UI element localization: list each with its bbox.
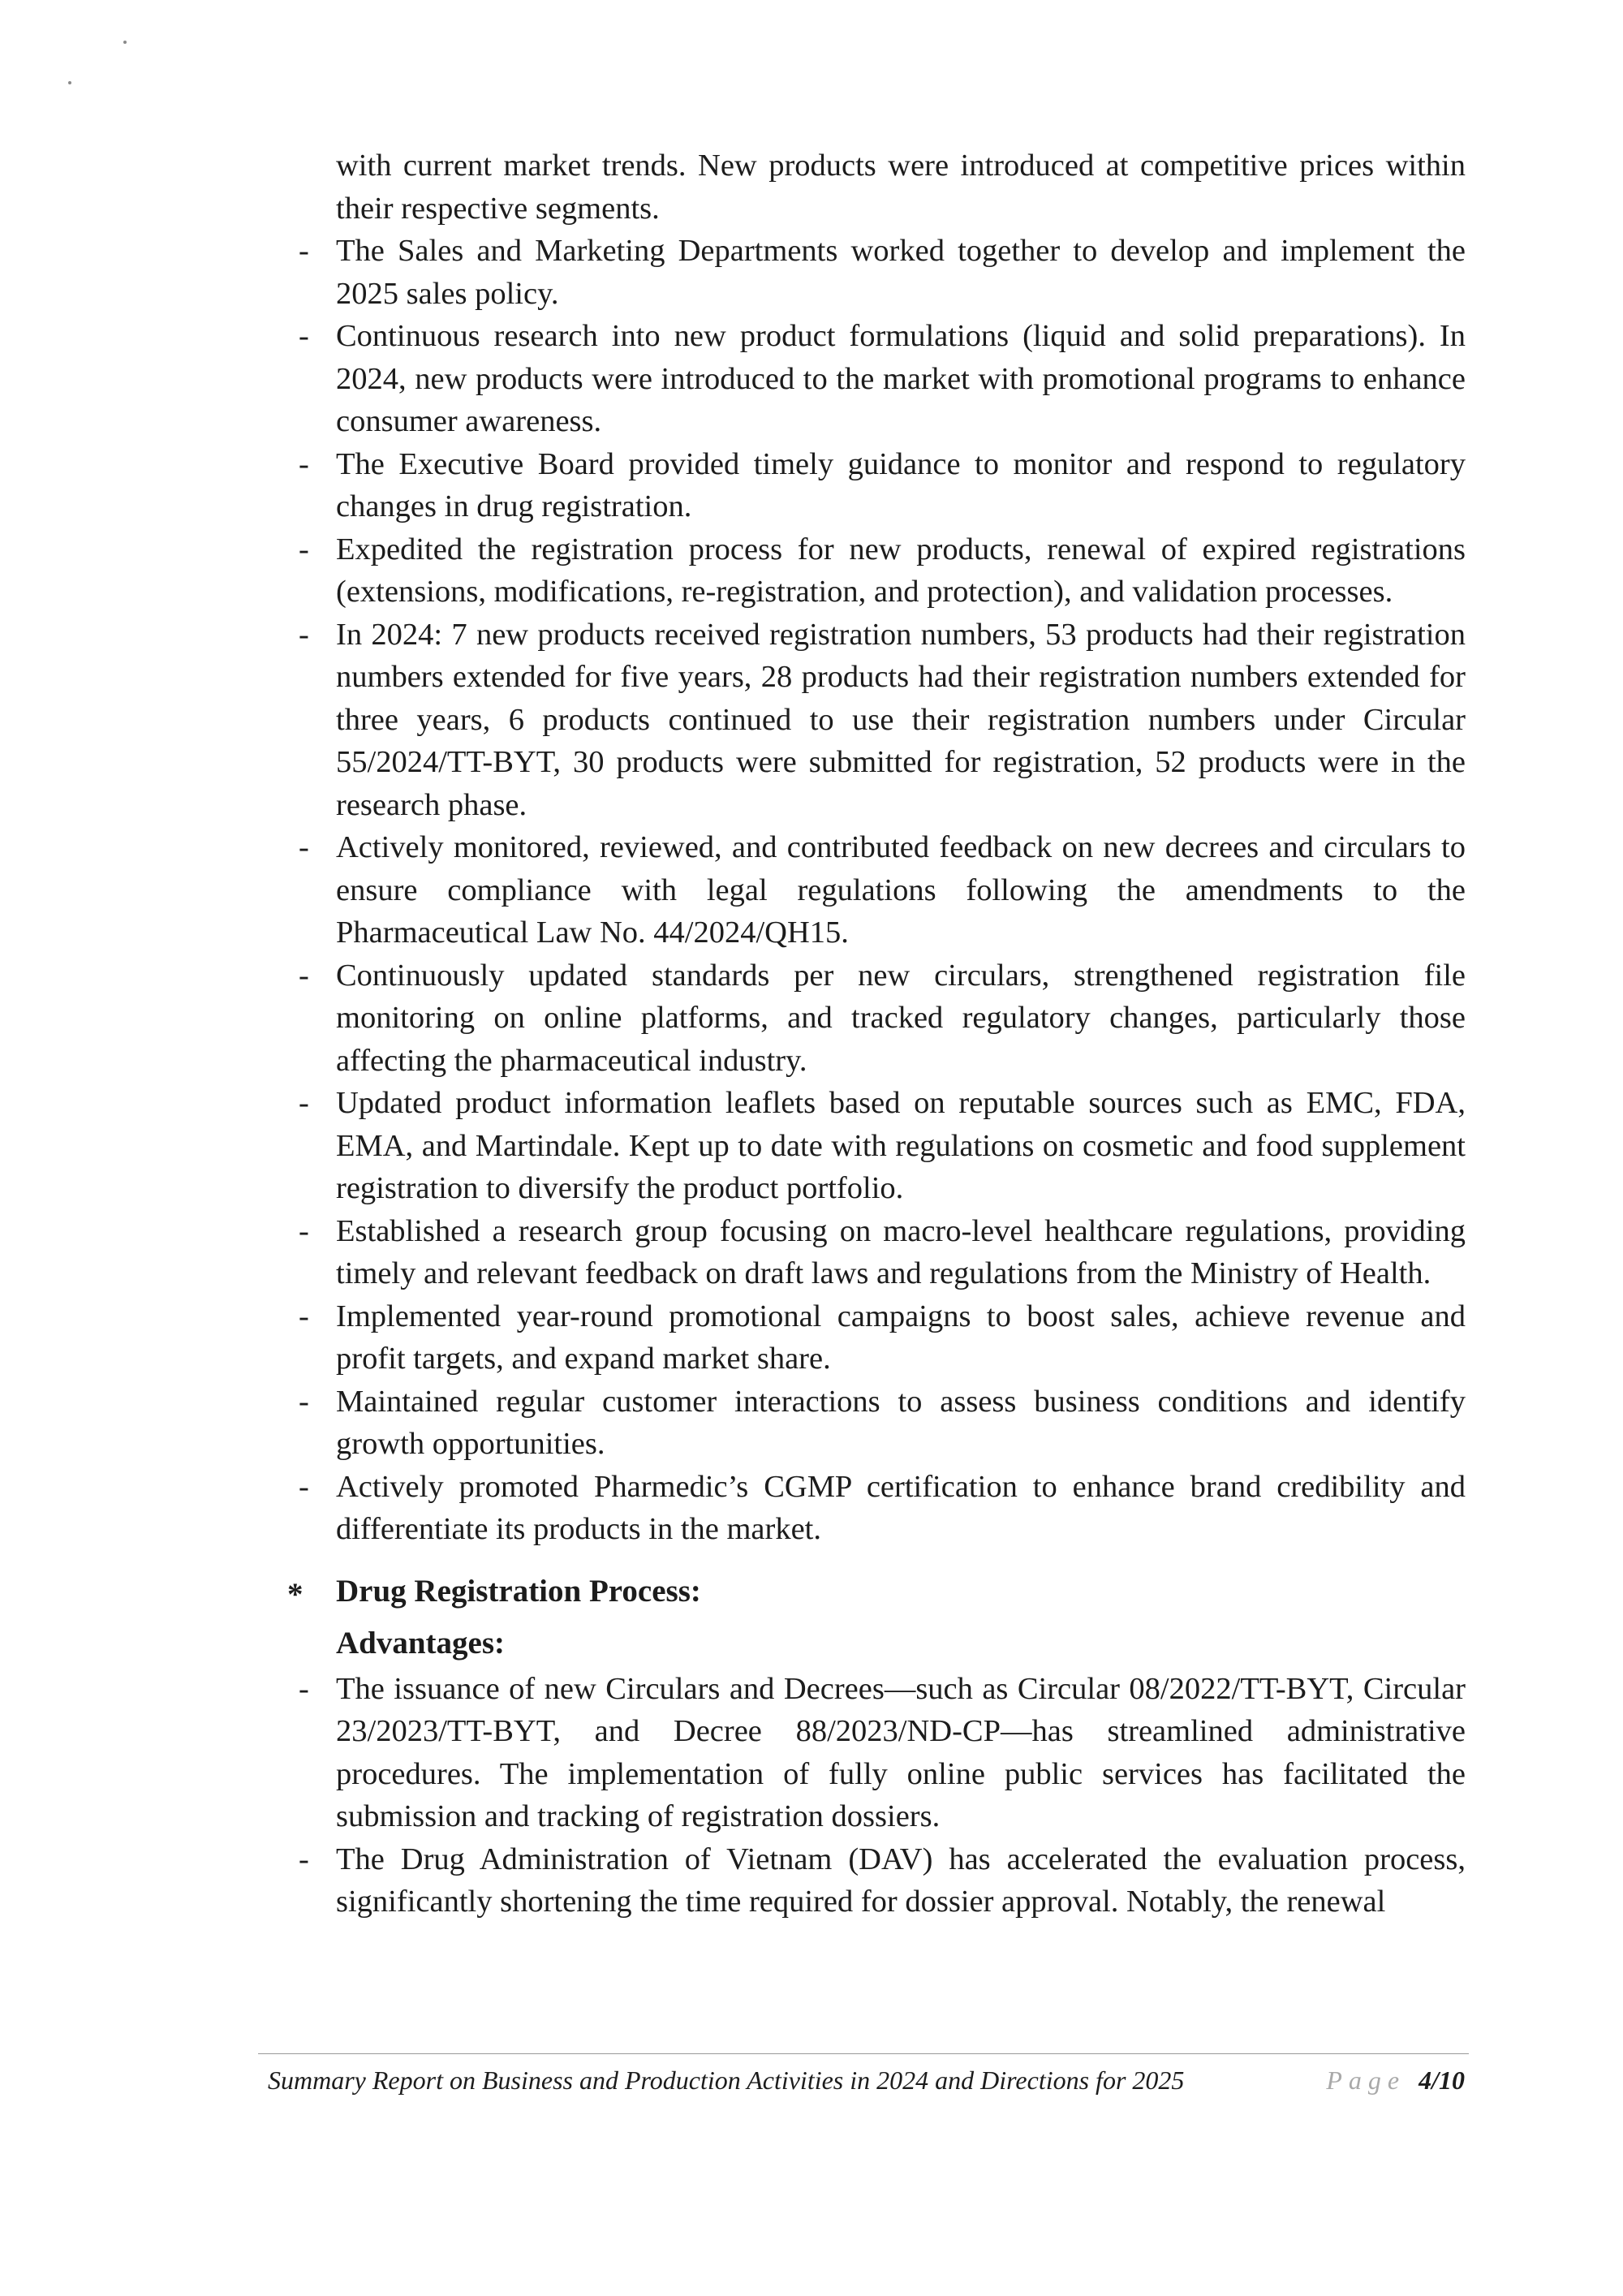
section-title: Drug Registration Process:	[336, 1573, 701, 1609]
list-item	[295, 1082, 1466, 1210]
list-item-text: Maintained regular customer interactions to assess business conditions and identify growth opportunities.	[336, 1384, 1466, 1461]
bullet-dash: -	[299, 1842, 309, 1876]
bullet-dash: -	[299, 319, 309, 353]
list-item-text: The Drug Administration of Vietnam (DAV) has accelerated the evaluation process, significantly shortening the time required for dossier approval. Notably, the renewal	[336, 1842, 1466, 1919]
list-item	[295, 1466, 1466, 1551]
list-item-text: The Sales and Marketing Departments worked together to develop and implement the 2025 sales policy.	[336, 234, 1466, 311]
document-body	[287, 144, 1466, 1923]
list-item-text: Established a research group focusing on macro-level healthcare regulations, providing timely and relevant feedback on draft laws and regulations from the Ministry of Health.	[336, 1213, 1466, 1290]
list-item-text: Expedited the registration process for new products, renewal of expired registrations (extensions, modifications, re-registration, and protection), and validation processes.	[336, 532, 1466, 609]
bullet-dash: -	[299, 1086, 309, 1120]
page-number: 4/10	[1419, 2066, 1465, 2095]
bullet-dash: -	[299, 1671, 309, 1706]
footer-divider	[258, 2053, 1469, 2054]
bullet-dash: -	[299, 234, 309, 268]
scan-speck	[123, 41, 127, 44]
scan-speck	[68, 81, 71, 84]
bullet-dash: -	[299, 617, 309, 652]
list-item	[295, 315, 1466, 443]
section-star: *	[287, 1576, 304, 1612]
bullet-list-top	[295, 230, 1466, 1551]
list-item-text: Actively monitored, reviewed, and contributed feedback on new decrees and circulars to ensure compliance with legal regulations following the amendments to the Pharmaceutical Law No. 44/2024/QH15.	[336, 830, 1466, 950]
bullet-dash: -	[299, 830, 309, 864]
list-item-text: Updated product information leaflets based on reputable sources such as EMC, FDA, EMA, and Martindale. Kept up to date with regulations on cosmetic and food supplement registration to diversify the product portfolio.	[336, 1086, 1466, 1205]
bullet-dash: -	[299, 1213, 309, 1248]
list-item	[295, 954, 1466, 1083]
footer-title: Summary Report on Business and Production Activities in 2024 and Directions for 2025	[268, 2066, 1185, 2095]
list-item	[295, 528, 1466, 614]
subsection-heading: Advantages:	[336, 1625, 506, 1661]
bullet-dash: -	[299, 958, 309, 993]
list-item	[295, 1668, 1466, 1838]
list-item-text: Actively promoted Pharmedic’s CGMP certification to enhance brand credibility and differentiate its products in the market.	[336, 1469, 1466, 1546]
list-item-text: The Executive Board provided timely guidance to monitor and respond to regulatory changes in drug registration.	[336, 446, 1466, 523]
page-footer	[268, 2061, 1465, 2099]
list-item	[295, 1838, 1466, 1923]
bullet-dash: -	[299, 1384, 309, 1419]
list-item-text: Implemented year-round promotional campaigns to boost sales, achieve revenue and profit targets, and expand market share.	[336, 1299, 1466, 1376]
list-item	[295, 614, 1466, 827]
bullet-dash: -	[299, 1299, 309, 1333]
list-item	[295, 1295, 1466, 1381]
list-item	[295, 1381, 1466, 1466]
section-heading	[287, 1570, 1466, 1613]
bullet-dash: -	[299, 446, 309, 481]
bullet-list-advantages	[295, 1668, 1466, 1923]
page-indicator	[1326, 2061, 1465, 2099]
list-item	[295, 443, 1466, 528]
list-item	[295, 826, 1466, 954]
intro-paragraph: with current market trends. New products were introduced at competitive prices within their respective segments.	[336, 149, 1466, 226]
list-item-text: The issuance of new Circulars and Decrees—such as Circular 08/2022/TT-BYT, Circular 23/2023/TT-BYT, and Decree 88/2023/ND-CP—has streamlined administrative procedures. The implementation of fully online public services has facilitated the submission and tracking of registration dossiers.	[336, 1671, 1466, 1833]
list-item-text: In 2024: 7 new products received registration numbers, 53 products had their registration numbers extended for five years, 28 products had their registration numbers extended for three years, 6 products continued to use their registration numbers under Circular 55/2024/TT-BYT, 30 products were submitted for registration, 52 products were in the research phase.	[336, 617, 1466, 822]
bullet-dash: -	[299, 1469, 309, 1504]
page-label: Page	[1326, 2066, 1406, 2095]
list-item	[295, 230, 1466, 315]
bullet-dash: -	[299, 532, 309, 566]
list-item-text: Continuous research into new product formulations (liquid and solid preparations). In 2024, new products were introduced to the market with promotional programs to enhance consumer awareness.	[336, 319, 1466, 438]
list-item-text: Continuously updated standards per new circulars, strengthened registration file monitoring on online platforms, and tracked regulatory changes, particularly those affecting the pharmaceutical industry.	[336, 958, 1466, 1078]
list-item	[295, 1210, 1466, 1295]
